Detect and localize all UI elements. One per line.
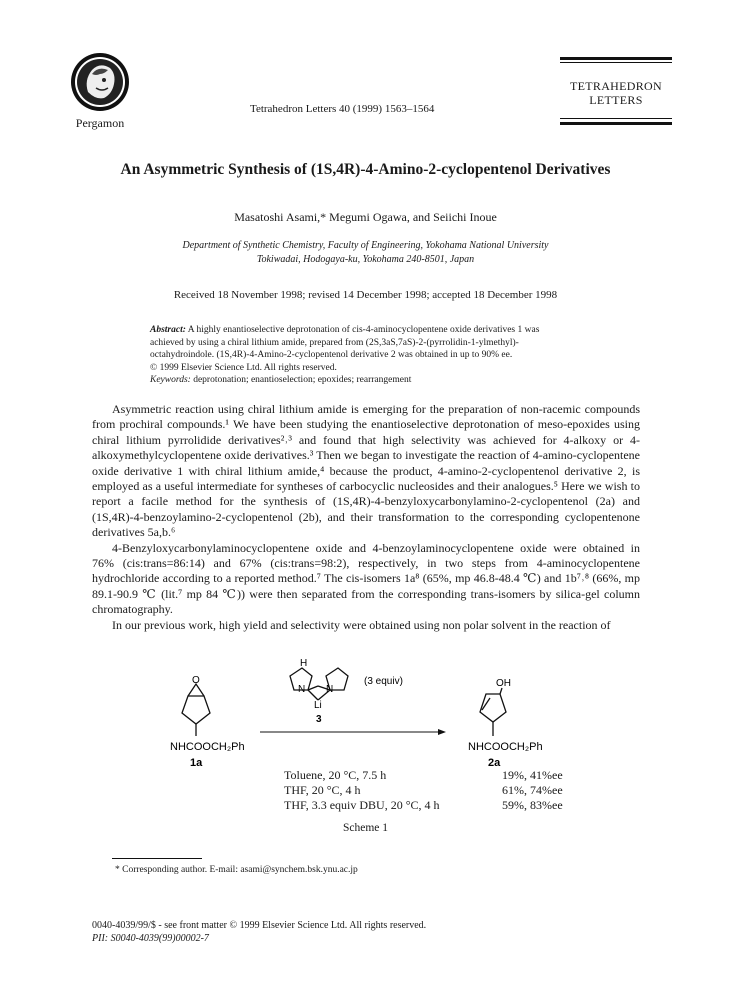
reaction-arrow bbox=[260, 729, 446, 735]
condition-text: THF, 20 °C, 4 h bbox=[284, 783, 361, 797]
header-rule-bottom-2 bbox=[560, 122, 672, 125]
pergamon-logo bbox=[70, 52, 130, 112]
scheme-caption: Scheme 1 bbox=[342, 822, 389, 834]
pii: PII: S0040-4039(99)00002-7 bbox=[92, 933, 209, 944]
conditions-table bbox=[284, 768, 604, 813]
reagent-equiv: (3 equiv) bbox=[364, 676, 403, 687]
product-oh: OH bbox=[496, 678, 511, 689]
paragraph-2: 4-Benzyloxycarbonylaminocyclopentene oxide and 4-benzoylaminocyclopentene oxide were obtained in 76% (cis:trans=86:14) and 67% (cis:trans=98:2), respectively, in two steps from 4-aminocyclopentene hydrochloride according to a reported method.⁷ The cis-isomers 1a⁸ (65%, mp 46.8-48.4 ℃) and 1b⁷˒⁸ (66%, mp 89.1-90.9 ℃ (lit.⁷ mp 84 ℃)) were then separated from the corresponding trans-isomers by silica-gel column chromatography. bbox=[92, 540, 640, 617]
reagent-label: 3 bbox=[316, 714, 322, 725]
paragraph-3: In our previous work, high yield and selectivity were obtained using non polar solvent in the reaction of bbox=[112, 617, 611, 632]
affiliation-line2: Tokiwadai, Hodogaya-ku, Yokohama 240-8501, Japan bbox=[256, 254, 475, 265]
condition-text: THF, 3.3 equiv DBU, 20 °C, 4 h bbox=[284, 798, 440, 812]
affiliation-line1: Department of Synthetic Chemistry, Faculty of Engineering, Yokohama National University bbox=[182, 240, 549, 251]
condition-row bbox=[284, 783, 604, 798]
header-rule-top-2 bbox=[560, 62, 672, 63]
reagent-h: H bbox=[300, 658, 308, 669]
abstract bbox=[150, 324, 590, 387]
condition-row bbox=[284, 768, 604, 783]
received-dates: Received 18 November 1998; revised 14 December 1998; accepted 18 December 1998 bbox=[173, 289, 558, 301]
reagent-n2: N bbox=[326, 684, 334, 695]
affiliation bbox=[0, 239, 731, 267]
corresponding-author-footnote: * Corresponding author. E-mail: asami@synchem.bsk.ynu.ac.jp bbox=[115, 865, 358, 875]
journal-name bbox=[560, 79, 672, 107]
condition-row bbox=[284, 798, 604, 813]
front-matter bbox=[92, 919, 426, 945]
publisher-name: Pergamon bbox=[75, 116, 125, 130]
footnote-rule bbox=[112, 858, 202, 859]
journal-citation: Tetrahedron Letters 40 (1999) 1563–1564 bbox=[250, 103, 435, 115]
abstract-line1: A highly enantioselective deprotonation of cis-4-aminocyclopentene oxide derivatives 1 was bbox=[187, 325, 540, 335]
epoxide-o: O bbox=[192, 675, 200, 686]
reagent-n1: N bbox=[298, 684, 306, 695]
header-rule-top-1 bbox=[560, 57, 672, 60]
header-rule-bottom-1 bbox=[560, 118, 672, 119]
body-text bbox=[92, 402, 640, 633]
abstract-label: Abstract: bbox=[150, 325, 186, 335]
journal-name-line1: TETRAHEDRON bbox=[570, 79, 662, 93]
journal-name-line2: LETTERS bbox=[589, 93, 643, 107]
starting-material-structure bbox=[182, 684, 210, 736]
condition-result: 19%, 41%ee bbox=[502, 768, 563, 782]
abstract-line2: achieved by using a chiral lithium amide, prepared from (2S,3aS,7aS)-2-(pyrrolidin-1-ylmethyl)- bbox=[150, 337, 519, 348]
condition-text: Toluene, 20 °C, 7.5 h bbox=[284, 768, 387, 782]
author-list: Masatoshi Asami,* Megumi Ogawa, and Seiichi Inoue bbox=[234, 210, 497, 224]
paper-title: An Asymmetric Synthesis of (1S,4R)-4-Amino-2-cyclopentenol Derivatives bbox=[120, 161, 611, 178]
sm-label: 1a bbox=[190, 757, 203, 769]
keywords-label: Keywords: bbox=[150, 375, 191, 386]
copyright-notice: © 1999 Elsevier Science Ltd. All rights reserved. bbox=[150, 362, 337, 373]
front-matter-line1: 0040-4039/99/$ - see front matter © 1999 Elsevier Science Ltd. All rights reserved. bbox=[92, 920, 427, 931]
abstract-line3: octahydroindole. (1S,4R)-4-Amino-2-cyclopentenol derivative 2 was obtained in up to 90% ee. bbox=[150, 350, 513, 361]
product-label: 2a bbox=[488, 757, 501, 769]
keywords: deprotonation; enantioselection; epoxides; rearrangement bbox=[193, 375, 412, 386]
condition-result: 61%, 74%ee bbox=[502, 783, 563, 797]
condition-result: 59%, 83%ee bbox=[502, 798, 563, 812]
pii-line bbox=[92, 932, 426, 945]
sm-substituent: NHCOOCH₂Ph bbox=[170, 741, 245, 753]
product-structure bbox=[480, 688, 506, 736]
product-substituent: NHCOOCH₂Ph bbox=[468, 741, 543, 753]
paragraph-1: Asymmetric reaction using chiral lithium amide is emerging for the preparation of non-racemic compounds from prochiral compounds.¹ We have been studying the enantioselective deprotonation of meso-epoxides using chiral lithium pyrrolidide derivatives²˒³ and found that high selectivity was achieved for 4-alkoxy or 4-alkoxymethylcyclopentene oxide derivatives.³ Then we began to investigate the reaction of 4-amino-cyclopentene oxide derivative 1 with chiral lithium amide,⁴ because the product, 4-amino-2-cyclopentenol derivative 2, is employed as a useful intermediate for syntheses of carbocyclic nucleosides and their analogues.⁵ Here we wish to report a facile method for the synthesis of (1S,4R)-4-benzyloxycarbonylamino-2-cyclopentenol (2a) and (1S,4R)-4-benzoylamino-2-cyclopentenol (2b), and their transformation to the corresponding cyclopentenone derivatives 5a,b.⁶ bbox=[92, 402, 640, 540]
reagent-li: Li bbox=[314, 700, 322, 711]
